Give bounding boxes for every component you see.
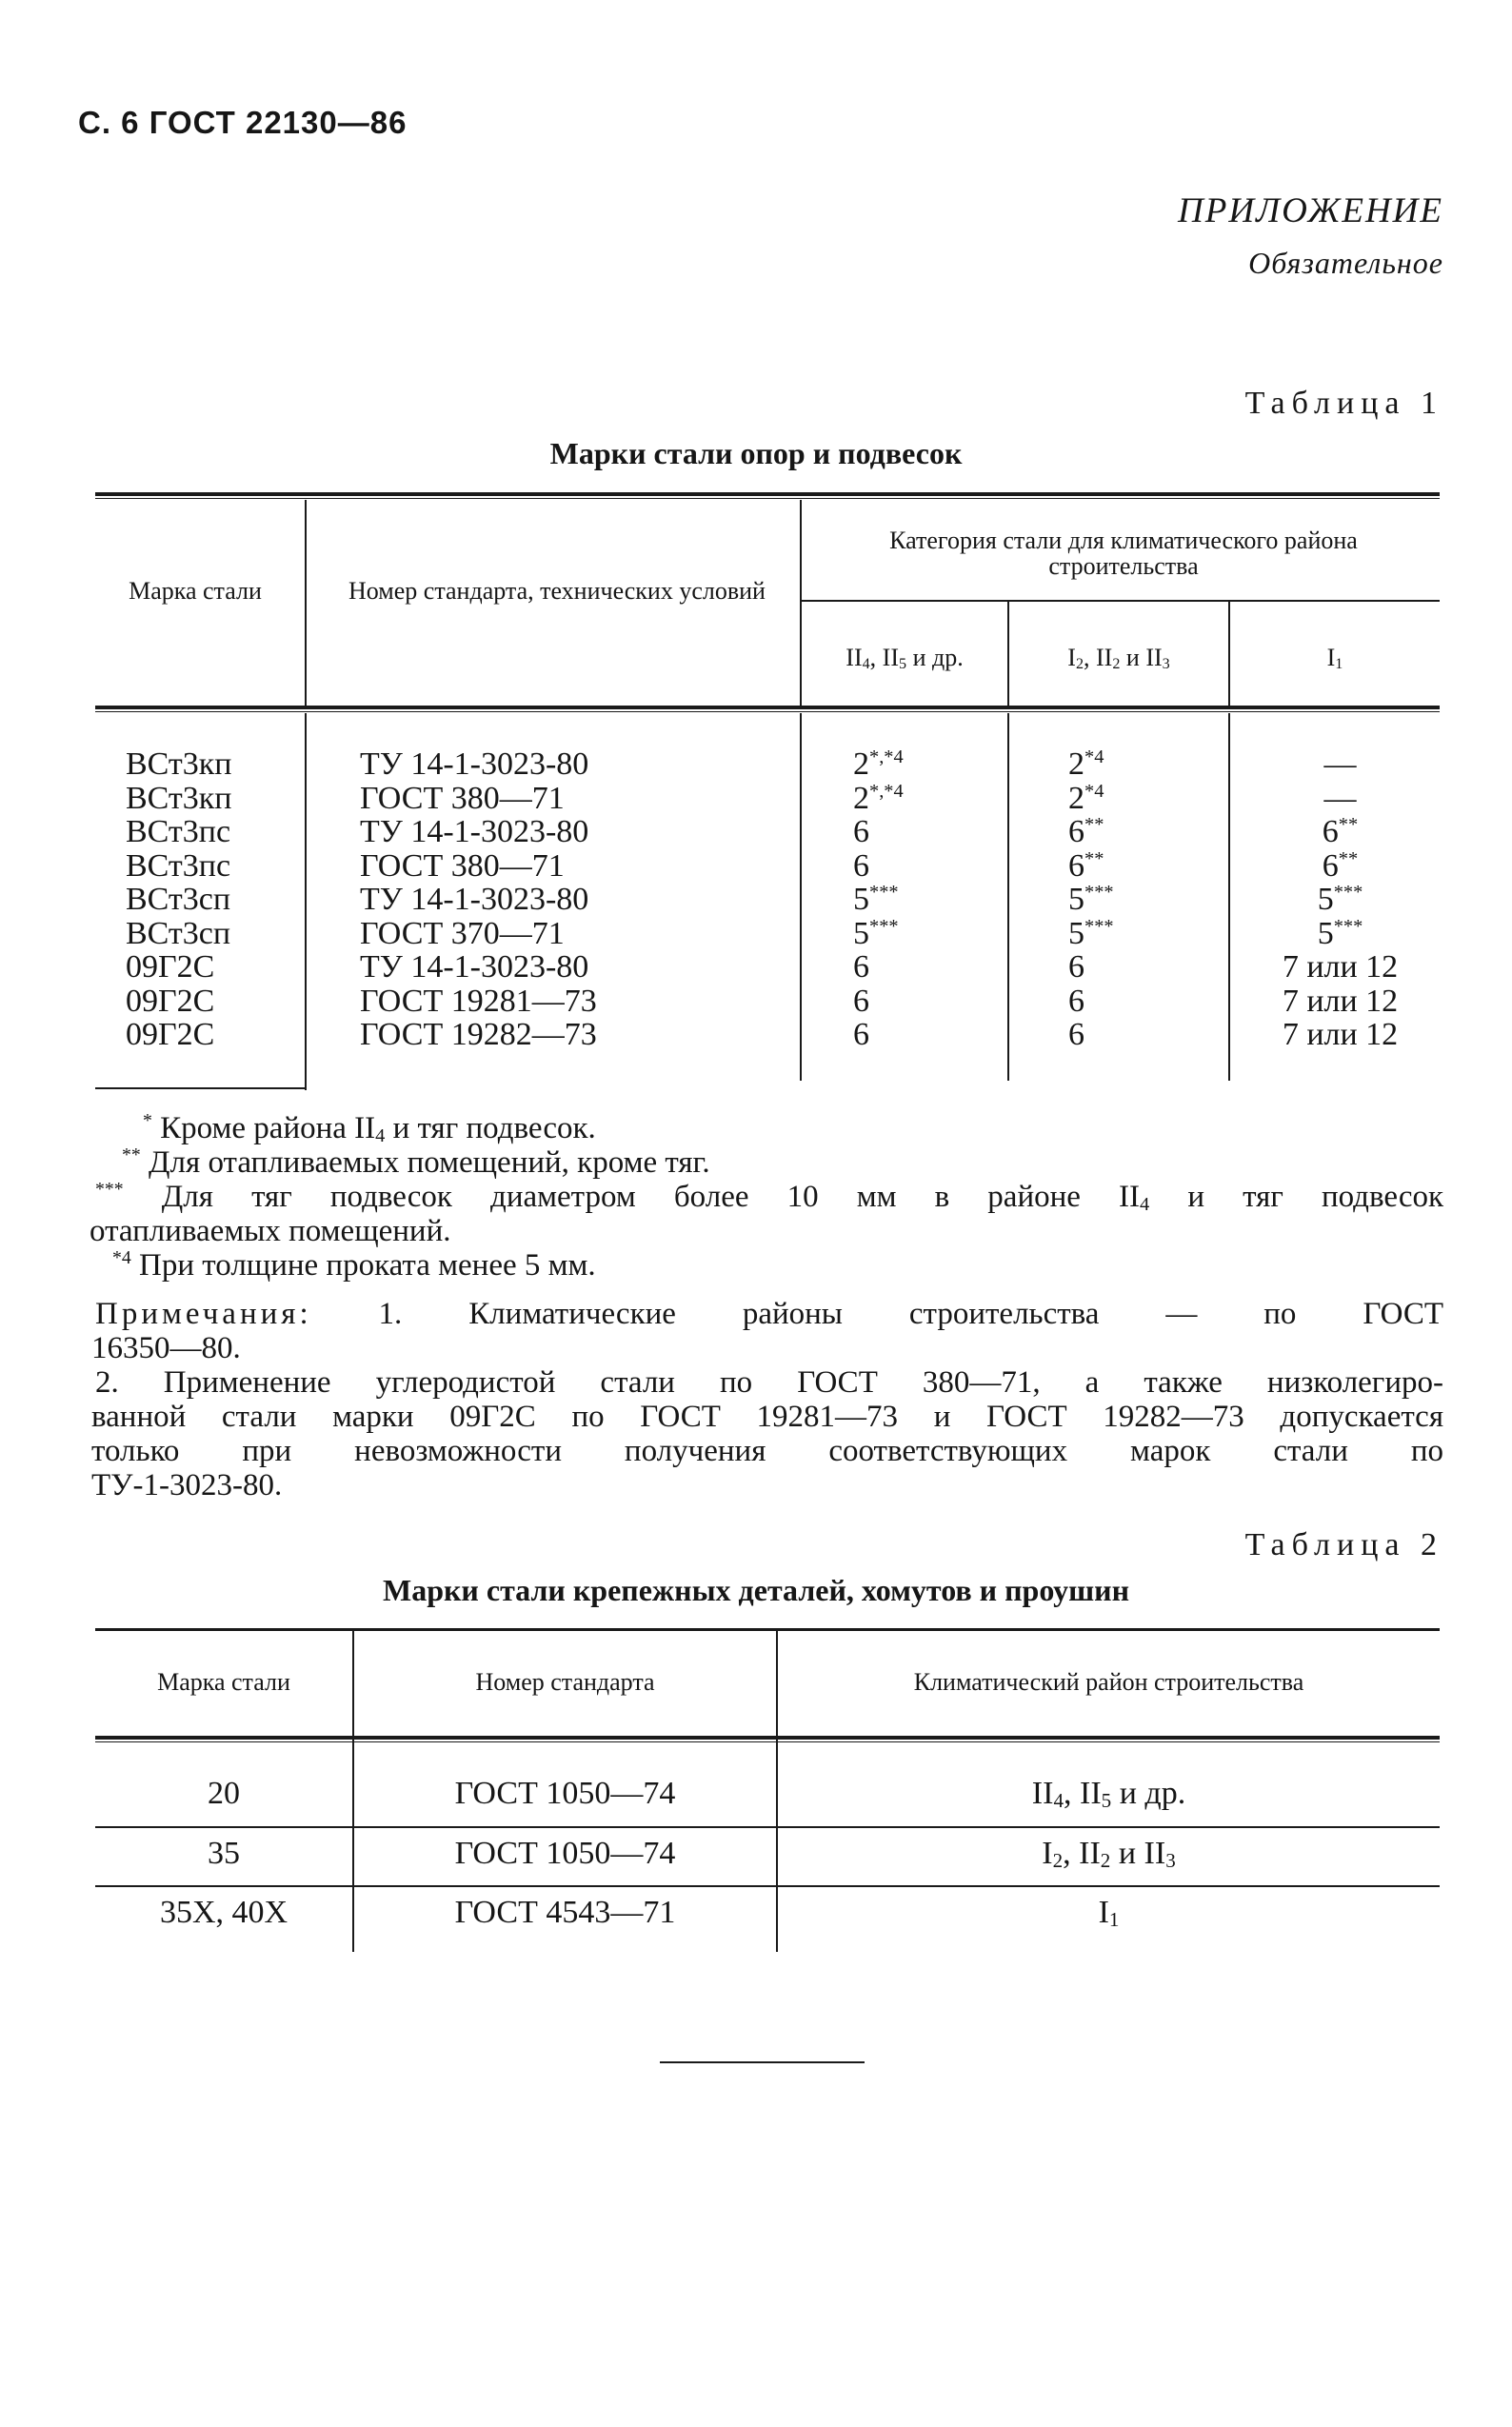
table1-footnotes [90, 1110, 1444, 1283]
footnote: ** Для отапливаемых помещений, кроме тяг. [122, 1144, 710, 1180]
table-cell: 20 [208, 1776, 240, 1811]
table-cell: — [1323, 746, 1357, 782]
table-cell: ГОСТ 1050—74 [454, 1776, 676, 1811]
table-cell: $2^{*,*4}$ [853, 746, 904, 782]
table2-title: Марки стали крепежных деталей, хомутов и проушин [382, 1573, 1130, 1607]
table1-title: Марки стали опор и подвесок [549, 436, 963, 470]
table-cell: 09Г2С [126, 983, 215, 1019]
table-cell: ГОСТ 380—71 [360, 780, 565, 816]
table-cell: ВСт3кп [126, 746, 232, 782]
note: 16350—80. [91, 1331, 241, 1365]
table-cell: 7 или 12 [1282, 1017, 1399, 1052]
table-cell: 6 [853, 814, 869, 849]
table1-header-grade: Марка стали [129, 577, 262, 605]
table1-header-standard: Номер стандарта, технических условий [348, 577, 766, 605]
table-cell: 5*** [1317, 915, 1363, 951]
table-cell: ВСт3кп [126, 780, 232, 816]
table2-header-grade: Марка стали [157, 1668, 290, 1696]
note: Примечания: 1. Климатические районы строительства — по ГОСТ [95, 1297, 1443, 1331]
table1-column-c1 [853, 747, 904, 1052]
note: 2. Применение углеродистой стали по ГОСТ 380—71, а также низколегиро- [95, 1365, 1443, 1400]
footnote: *** Для тяг подвесок диаметром более 10 мм в районе $II_4$ и тяг подвесок [95, 1179, 1444, 1216]
table-cell: 7 или 12 [1282, 983, 1399, 1019]
table1-notes [91, 1297, 1443, 1502]
table1-column-standard [360, 747, 597, 1052]
table-cell: ГОСТ 370—71 [360, 915, 565, 951]
table1-column-grade [126, 747, 231, 1052]
table1-header-sub3: $I_1$ [1326, 644, 1343, 673]
table-cell: 6** [1068, 847, 1104, 884]
footnote: * Кроме района $II_4$ и тяг подвесок. [143, 1110, 596, 1147]
table-cell: ТУ 14-1-3023-80 [360, 949, 589, 985]
table-cell: ТУ 14-1-3023-80 [360, 814, 589, 849]
table-cell: $I_2$, $II_2$ и $II_3$ [1042, 1836, 1176, 1873]
table-cell: 6 [1068, 1017, 1084, 1052]
table1-header-sub2: $I_2$, $II_2$ и $II_3$ [1067, 644, 1170, 673]
table-cell: 5*** [1068, 881, 1114, 917]
table-cell: ГОСТ 19281—73 [360, 983, 597, 1019]
table-cell: ВСт3пс [126, 814, 231, 849]
table-cell: 6** [1322, 813, 1359, 849]
note: ТУ-1-3023-80. [91, 1468, 283, 1502]
table1-column-c2 [1068, 747, 1114, 1052]
table-cell: ГОСТ 4543—71 [454, 1895, 676, 1930]
table-cell: 09Г2С [126, 1017, 215, 1052]
table-cell: $2^{*,*4}$ [853, 780, 904, 816]
note: только при невозможности получения соответствующих марок стали по [91, 1434, 1443, 1468]
footnote: отапливаемых помещений. [90, 1214, 451, 1248]
page-header: С. 6 ГОСТ 22130—86 [78, 105, 408, 140]
table-cell: ГОСТ 380—71 [360, 847, 565, 884]
table-cell: 6 [1068, 949, 1084, 985]
table-cell: $I_1$ [1098, 1895, 1120, 1932]
table-cell: 6 [853, 983, 869, 1019]
table1-header-sub1: $II_4$, $II_5$ и др. [846, 644, 964, 673]
table-cell: ГОСТ 19282—73 [360, 1017, 597, 1052]
table1-label: Таблица 1 [1244, 386, 1443, 421]
table1-header-category: Категория стали для климатического района строительства [889, 527, 1358, 580]
table-cell: 2$^{*4}$ [1068, 780, 1104, 816]
table-cell: $II_4$, $II_5$ и др. [1031, 1776, 1186, 1813]
table-cell: 35 [208, 1836, 240, 1871]
footnote: $^{*4}$ При толщине проката менее 5 мм. [112, 1247, 596, 1283]
table-cell: 5*** [1068, 915, 1114, 951]
table-cell: 35Х, 40Х [159, 1895, 288, 1930]
table-cell: 6 [853, 949, 869, 985]
table-cell: 5*** [853, 881, 899, 917]
table-cell: 2$^{*4}$ [1068, 746, 1104, 782]
table-cell: 6 [853, 847, 869, 884]
closing-rule [660, 2061, 865, 2063]
table-cell: ТУ 14-1-3023-80 [360, 746, 589, 782]
appendix-title: ПРИЛОЖЕНИЕ [1178, 191, 1443, 230]
table-cell: 5*** [1317, 881, 1363, 917]
note: ванной стали марки 09Г2С по ГОСТ 19281—73 и ГОСТ 19282—73 допускается [91, 1400, 1443, 1434]
table-cell: ВСт3пс [126, 847, 231, 884]
table-cell: ВСт3сп [126, 882, 231, 917]
table-cell: ГОСТ 1050—74 [454, 1836, 676, 1871]
table-cell: — [1323, 780, 1357, 816]
table2-header-standard: Номер стандарта [475, 1668, 655, 1696]
appendix-subtitle: Обязательное [1248, 246, 1443, 280]
table-cell: ВСт3сп [126, 915, 231, 951]
table2-header-district: Климатический район строительства [913, 1668, 1304, 1696]
table-cell: 6** [1322, 847, 1359, 884]
table2-label: Таблица 2 [1244, 1527, 1443, 1562]
table-cell: 09Г2С [126, 949, 215, 985]
table-cell: 5*** [853, 915, 899, 951]
table-cell: 6 [1068, 983, 1084, 1019]
table-cell: 7 или 12 [1282, 949, 1399, 985]
table-cell: 6 [853, 1017, 869, 1052]
table1-column-c3 [1247, 747, 1433, 1052]
table-cell: 6** [1068, 813, 1104, 849]
table-cell: ТУ 14-1-3023-80 [360, 882, 589, 917]
